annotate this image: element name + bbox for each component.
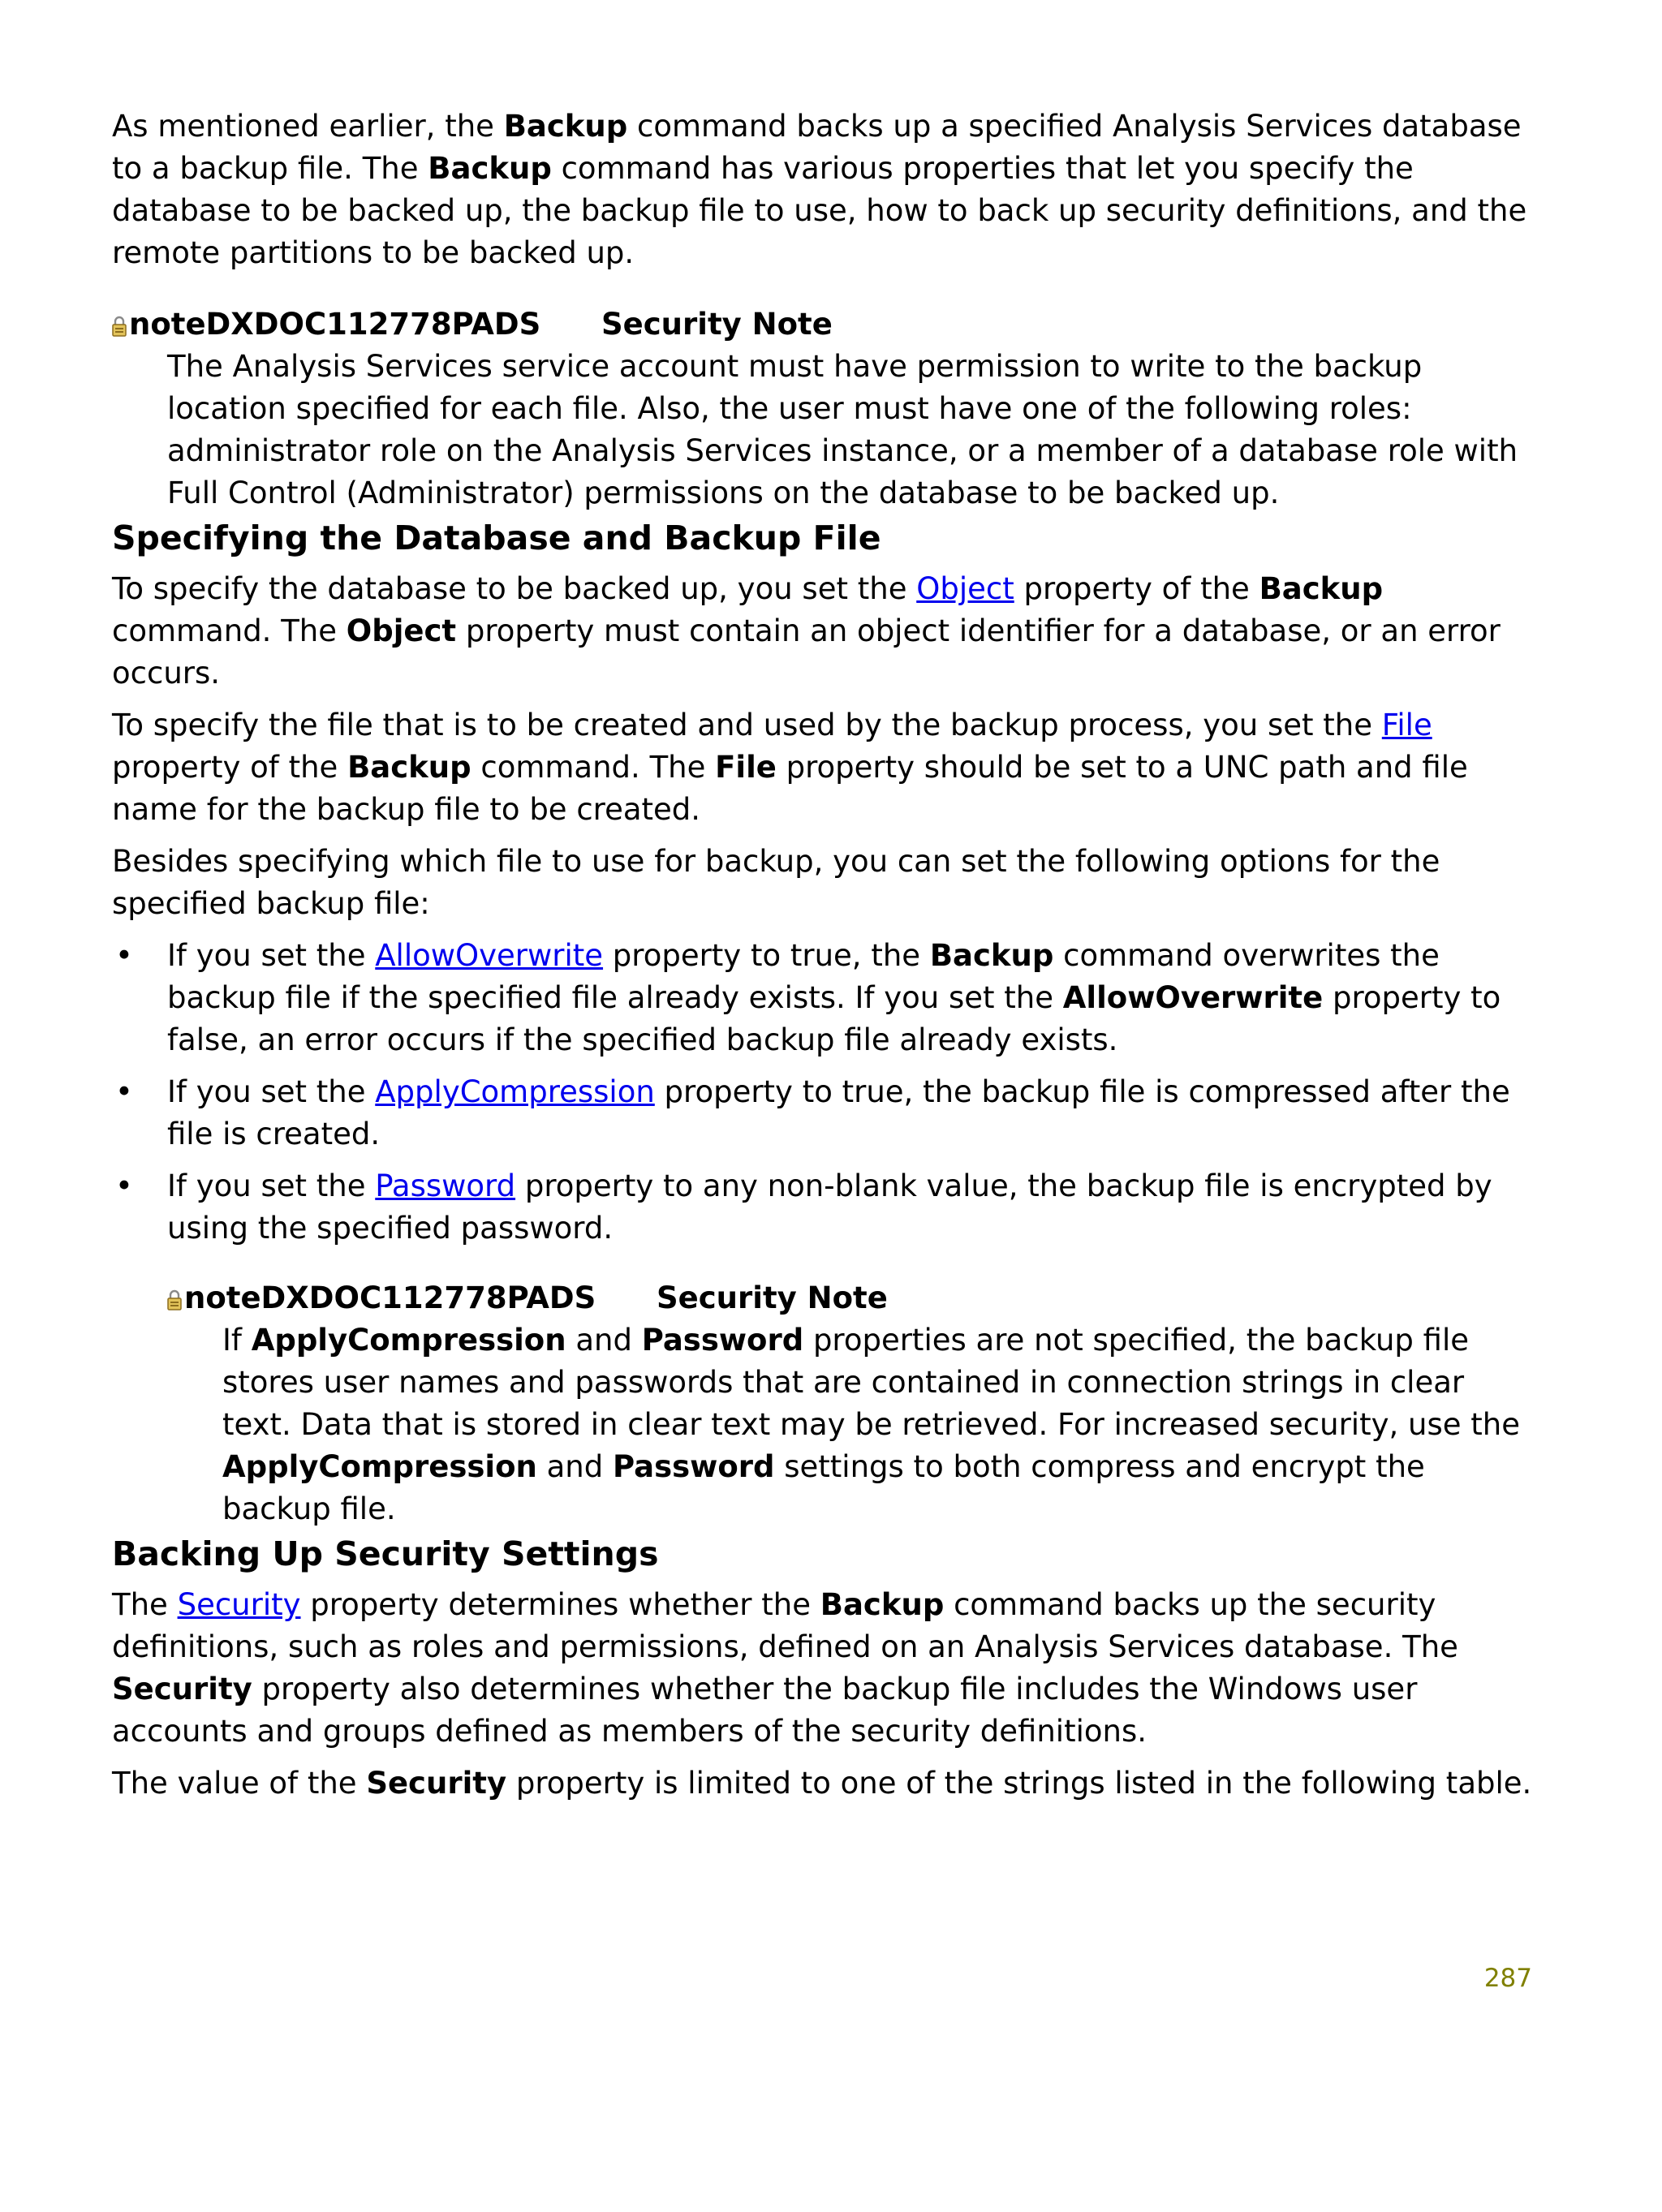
bold-term: Backup <box>929 938 1054 973</box>
text: property to true, the backup file is compressed after the file is created. <box>167 1074 1510 1151</box>
text: property is limited to one of the strings listed in the following table. <box>506 1766 1532 1801</box>
password-link[interactable]: Password <box>375 1168 516 1203</box>
bold-term: AllowOverwrite <box>1062 980 1324 1015</box>
bold-term: Backup <box>428 151 552 186</box>
object-link[interactable]: Object <box>916 571 1014 606</box>
bold-term: Object <box>346 613 457 648</box>
document-page <box>112 105 1540 1814</box>
text: property of the <box>112 750 348 785</box>
text: If you set the <box>167 938 376 973</box>
text: command backs up a specified Analysis Services database to a backup file. The <box>112 109 1522 186</box>
bold-term: Backup <box>347 750 471 785</box>
bold-term: Password <box>641 1323 804 1358</box>
bold-term: Backup <box>1259 571 1384 606</box>
paragraph-options: Besides specifying which file to use for backup, you can set the following options for the specified backup file: <box>112 844 1440 921</box>
lock-icon <box>167 1289 182 1310</box>
options-list <box>112 935 1540 1250</box>
bold-term: File <box>715 750 777 785</box>
text: command overwrites the backup file if the specified file already exists. If you set the <box>167 938 1440 1015</box>
security-link[interactable]: Security <box>177 1587 301 1622</box>
list-item <box>112 1165 1540 1250</box>
text: As mentioned earlier, the <box>112 109 504 144</box>
bold-term: ApplyCompression <box>251 1323 566 1358</box>
text: property should be set to a UNC path and file name for the backup file to be created. <box>112 750 1468 827</box>
bullet-glyph: • <box>115 1168 133 1203</box>
text: command has various properties that let you specify the database to be backed up, the backup file to use, how to back up security definitions, and the remote partitions to be backed up. <box>112 151 1527 270</box>
text: and <box>536 1449 613 1484</box>
text: If <box>222 1323 252 1358</box>
note-body <box>222 1319 1540 1530</box>
text: property of the <box>1014 571 1259 606</box>
applycompression-link[interactable]: ApplyCompression <box>375 1074 655 1109</box>
bold-term: ApplyCompression <box>222 1449 537 1484</box>
list-item <box>112 1071 1540 1155</box>
intro-paragraph <box>112 105 1540 274</box>
note-title: Security Note <box>657 1280 888 1315</box>
text: property also determines whether the backup file includes the Windows user accounts and groups defined as members of the security definitions. <box>112 1672 1418 1749</box>
bold-term: Security <box>112 1672 252 1706</box>
text: property determines whether the <box>300 1587 820 1622</box>
text: If you set the <box>167 1168 376 1203</box>
paragraph-security <box>112 1584 1540 1753</box>
text: settings to both compress and encrypt the backup file. <box>222 1449 1425 1526</box>
security-note-nested <box>167 1277 1540 1530</box>
note-header <box>112 303 1540 346</box>
note-tag-label: noteDXDOC112778PADS <box>129 307 541 342</box>
note-header <box>167 1277 1540 1319</box>
text: property to true, the <box>603 938 930 973</box>
paragraph-security-values <box>112 1762 1540 1805</box>
text: properties are not specified, the backup file stores user names and passwords that are contained in connection strings in clear text. Data that is stored in clear text may be retrieved. For increased security, use the <box>222 1323 1520 1442</box>
bullet-glyph: • <box>115 1074 133 1109</box>
text: If you set the <box>167 1074 376 1109</box>
note-tag <box>167 1277 657 1319</box>
bold-term: Backup <box>503 109 628 144</box>
bold-term: Backup <box>820 1587 945 1622</box>
bullet-glyph: • <box>115 938 133 973</box>
paragraph-object <box>112 568 1540 695</box>
text: To specify the database to be backed up, you set the <box>112 571 917 606</box>
text: command. The <box>112 613 347 648</box>
text: The value of the <box>112 1766 367 1801</box>
security-note <box>112 303 1540 514</box>
lock-icon <box>112 316 127 337</box>
bold-term: Password <box>613 1449 775 1484</box>
text: property to any non-blank value, the backup file is encrypted by using the specified password. <box>167 1168 1492 1246</box>
section-heading: Backing Up Security Settings <box>112 1534 659 1573</box>
note-title: Security Note <box>601 307 833 342</box>
text: command. The <box>471 750 716 785</box>
note-tag-label: noteDXDOC112778PADS <box>184 1280 596 1315</box>
note-body: The Analysis Services service account must have permission to write to the backup location specified for each file. Also, the user must have one of the following roles: administrator role on the Analysis Services instance, or a member of a database role with Full Control (Administrator) permissions on the database to be backed up. <box>167 349 1518 510</box>
paragraph-file <box>112 704 1540 831</box>
text: command backs up the security definitions, such as roles and permissions, defined on an Analysis Services database. The <box>112 1587 1458 1664</box>
file-link[interactable]: File <box>1381 708 1432 742</box>
text: and <box>566 1323 642 1358</box>
note-tag <box>112 303 601 346</box>
section-heading: Specifying the Database and Backup File <box>112 519 881 557</box>
bold-term: Security <box>366 1766 507 1801</box>
allowoverwrite-link[interactable]: AllowOverwrite <box>375 938 604 973</box>
page-number: 287 <box>1483 1964 1532 1993</box>
text: property to false, an error occurs if the specified backup file already exists. <box>167 980 1501 1057</box>
text: property must contain an object identifier for a database, or an error occurs. <box>112 613 1501 691</box>
list-item <box>112 935 1540 1061</box>
text: The <box>112 1587 178 1622</box>
text: To specify the file that is to be created and used by the backup process, you set the <box>112 708 1382 742</box>
